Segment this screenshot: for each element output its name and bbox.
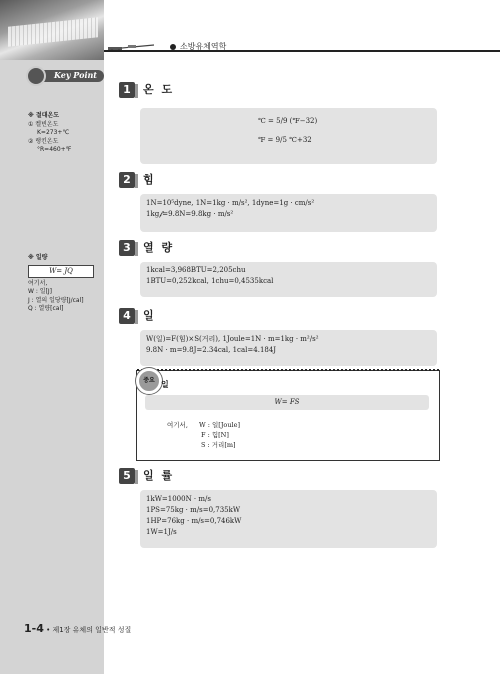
header-book-image — [0, 0, 104, 60]
section-title: 온 도 — [143, 83, 175, 96]
sidebar-work — [28, 254, 94, 314]
section-title: 열 량 — [143, 241, 175, 254]
sidebar — [0, 0, 104, 674]
formula-line: ℃ = 5/9 (℉−32) — [258, 117, 318, 125]
section-title: 일 — [143, 309, 156, 322]
section-2-box — [140, 194, 437, 232]
formula-line: 1PS=75kg · m/s=0,735kW — [146, 506, 241, 514]
section-number: 1 — [119, 82, 135, 98]
running-header-text: 소방유체역학 — [180, 42, 227, 51]
chapter-title: • 제1장 유체의 일반적 성질 — [46, 626, 132, 634]
definition-line: F : 힘[N] — [201, 431, 229, 439]
running-header — [170, 41, 226, 52]
important-formula: W= FS — [145, 395, 429, 410]
page-footer — [24, 622, 131, 635]
header-rule — [104, 50, 500, 52]
formula-line: 1kcal=3,968BTU=2,205chu — [146, 266, 246, 274]
page-number: 1-4 — [24, 622, 44, 635]
section-number: 2 — [119, 172, 135, 188]
sidebar-abs-temp — [28, 112, 71, 155]
important-box — [136, 370, 440, 461]
sidebar-work-heading: ※ 일량 — [28, 254, 48, 261]
formula-line: 1kg𝒻=9.8N=9.8kg · m/s² — [146, 210, 234, 218]
key-point-label — [26, 66, 104, 86]
section-5-box — [140, 490, 437, 548]
sidebar-abs-temp-item: ② 랭킨온도 — [28, 137, 59, 145]
section-number: 5 — [119, 468, 135, 484]
sidebar-abs-temp-item: K=273+℃ — [37, 129, 70, 136]
sidebar-work-line: W : 일[J] — [28, 288, 53, 295]
section-3-box — [140, 262, 437, 297]
sidebar-abs-temp-item: °R=460+℉ — [37, 146, 72, 153]
definition-line: W : 일[Joule] — [199, 421, 240, 429]
formula-line: 9.8N · m=9.8J=2.34cal, 1cal=4.184J — [146, 346, 277, 354]
section-title: 힘 — [143, 173, 156, 186]
formula-line: 1N=10⁵dyne, 1N=1kg · m/s², 1dyne=1g · cm/s² — [146, 199, 315, 207]
key-point-text: Key Point — [54, 70, 97, 80]
sidebar-abs-temp-item: ① 켈빈온도 — [28, 120, 59, 128]
formula-line: 1W=1J/s — [146, 528, 177, 536]
definition-line: S : 거리[m] — [201, 441, 236, 449]
sidebar-work-line: Q : 열량[cal] — [28, 305, 64, 312]
where-label: 여기서, — [167, 421, 188, 429]
section-4-box — [140, 330, 437, 366]
formula-line: ℉ = 9/5 ℃+32 — [258, 136, 312, 144]
section-1-box — [140, 108, 437, 164]
important-badge: 중요 — [136, 368, 162, 394]
formula-line: 1kW=1000N · m/s — [146, 495, 211, 503]
section-number: 4 — [119, 308, 135, 324]
formula-line: 1HP=76kg · m/s=0,746kW — [146, 517, 242, 525]
sidebar-abs-temp-heading: ※ 절대온도 — [28, 112, 60, 119]
section-number: 3 — [119, 240, 135, 256]
formula-line: W(일)=F(힘)×S(거리), 1Joule=1N · m=1kg · m²/s² — [146, 335, 319, 343]
sidebar-work-line: 여기서, — [28, 279, 48, 287]
formula-line: 1BTU=0,252kcal, 1chu=0,4535kcal — [146, 277, 274, 285]
section-title: 일 률 — [143, 469, 175, 482]
sidebar-work-line: J : 열의 일당량[J/cal] — [28, 296, 84, 304]
dotted-rule — [137, 369, 439, 371]
important-heading: 일 — [161, 380, 169, 389]
sidebar-work-formula: W= JQ — [28, 265, 94, 278]
